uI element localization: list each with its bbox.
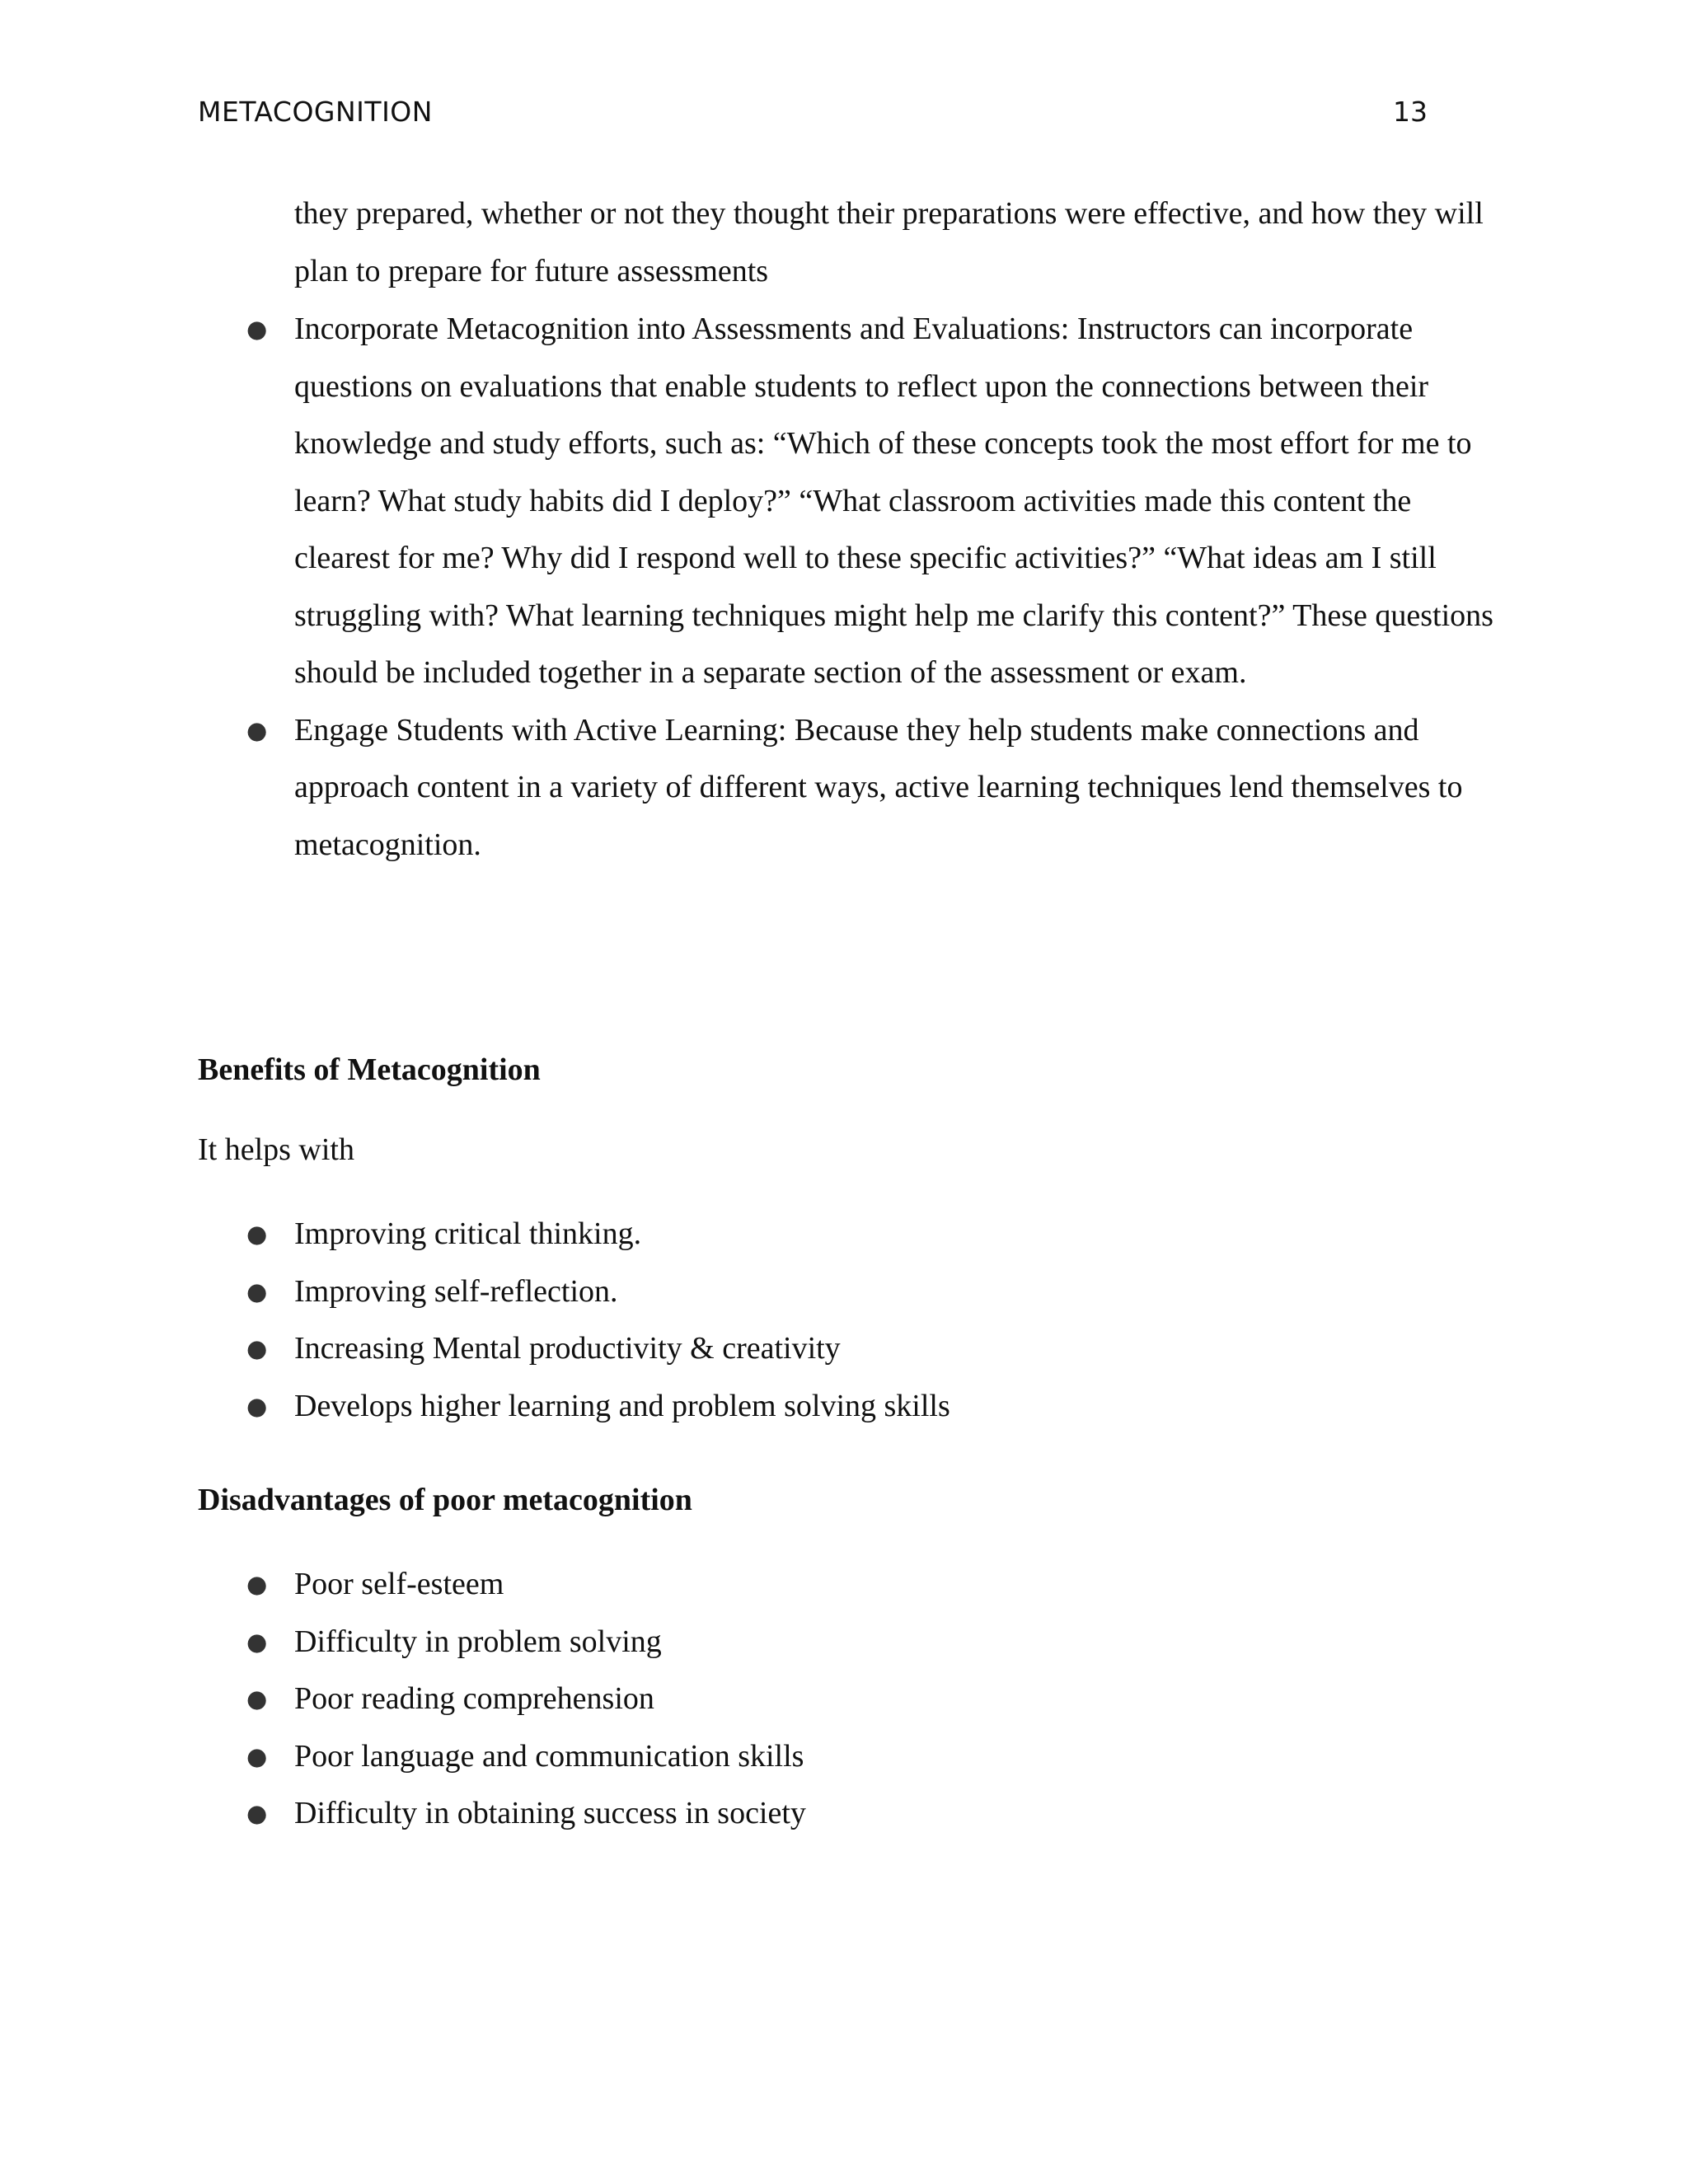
bullet-icon: ● <box>246 1220 268 1248</box>
list-item-text: Poor self-esteem <box>294 1567 504 1601</box>
list-item-text: Develops higher learning and problem solving skills <box>294 1388 950 1423</box>
list-item-text: Poor language and communication skills <box>294 1738 804 1774</box>
list-item-text: Engage Students with Active Learning: Because they help students make connections and approach content in a variety of different ways, active learning techniques lend themselves to metacognition. <box>294 712 1463 862</box>
list-item <box>198 1671 1500 1728</box>
section-heading-benefits: Benefits of Metacognition <box>198 1052 541 1087</box>
list-item-text: Poor reading comprehension <box>294 1681 654 1716</box>
bullet-icon: ● <box>246 1334 268 1362</box>
running-head: METACOGNITION <box>198 96 433 128</box>
strategies-list <box>198 301 1500 874</box>
bullet-icon: ● <box>246 1741 268 1770</box>
list-item <box>198 1378 1500 1436</box>
list-item <box>198 1728 1500 1786</box>
section-heading-disadvantages: Disadvantages of poor metacognition <box>198 1483 692 1517</box>
page-number: 13 <box>1393 96 1428 128</box>
bullet-icon: ● <box>246 1799 268 1827</box>
list-item-text: Difficulty in obtaining success in society <box>294 1796 806 1830</box>
benefits-list <box>198 1206 1500 1435</box>
bullet-icon: ● <box>246 1391 268 1420</box>
list-item-text: Incorporate Metacognition into Assessments and Evaluations: Instructors can incorporate questions on evaluations that enable students to reflect upon the connections between their knowledge and study efforts, such as: “Which of these concepts took the most effort for me to learn? What study habits did I deploy?” “What classroom activities made this content the clearest for me? Why did I respond well to these specific activities?” “What ideas am I still struggling with? What learning techniques might help me clarify this content?” These questions should be included together in a separate section of the assessment or exam. <box>294 312 1493 690</box>
list-item <box>198 1614 1500 1671</box>
list-item-text: Increasing Mental productivity & creativity <box>294 1331 841 1366</box>
list-item <box>198 1263 1500 1321</box>
list-item <box>198 1320 1500 1378</box>
bullet-icon: ● <box>246 1627 268 1656</box>
benefits-intro: It helps with <box>198 1132 354 1167</box>
list-item <box>198 1785 1500 1843</box>
continued-paragraph: they prepared, whether or not they thought their preparations were effective, and how they will plan to prepare for future assessments <box>294 196 1484 288</box>
bullet-icon: ● <box>246 1685 268 1713</box>
list-item-text: Difficulty in problem solving <box>294 1624 662 1659</box>
bullet-icon: ● <box>246 315 268 343</box>
list-item <box>198 1206 1500 1263</box>
list-item <box>198 702 1500 874</box>
list-item-text: Improving critical thinking. <box>294 1216 642 1251</box>
list-item <box>198 301 1500 702</box>
list-item-text: Improving self-reflection. <box>294 1273 618 1309</box>
bullet-icon: ● <box>246 1570 268 1598</box>
disadvantages-list <box>198 1556 1500 1843</box>
list-item <box>198 1556 1500 1614</box>
bullet-icon: ● <box>246 1277 268 1305</box>
bullet-icon: ● <box>246 715 268 744</box>
